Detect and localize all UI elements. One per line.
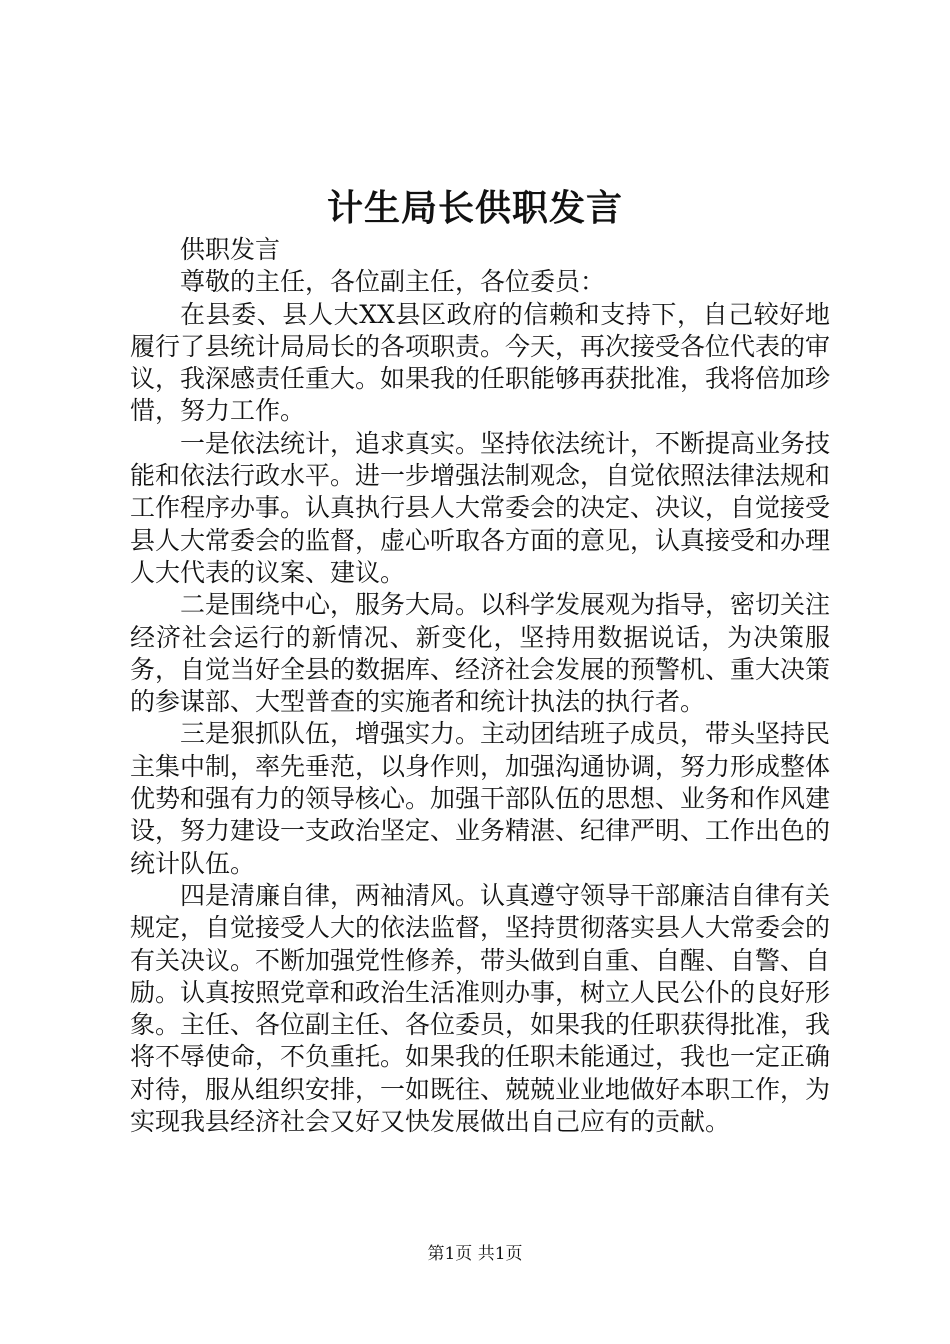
paragraph-heading: 供职发言 bbox=[180, 235, 281, 264]
paragraph-salutation: 尊敬的主任，各位副主任，各位委员： bbox=[180, 267, 606, 297]
paragraph-intro: 在县委、县人大XX县区政府的信赖和支持下，自己较好地履行了县统计局局长的各项职责。今天，再次接受各位代表的审议，我深感责任重大。如果我的任职能够再获批准，我将倍加珍惜，努力工作。 bbox=[130, 299, 831, 426]
page-number-footer: 第1页 共1页 bbox=[427, 1244, 523, 1264]
paragraph-point-one: 一是依法统计，追求真实。坚持依法统计，不断提高业务技能和依法行政水平。进一步增强法制观念，自觉依照法律法规和工作程序办事。认真执行县人大常委会的决定、决议，自觉接受县人大常委会的监督，虚心听取各方面的意见，认真接受和办理人大代表的议案、建议。 bbox=[130, 428, 831, 587]
paragraph-point-three: 三是狠抓队伍，增强实力。主动团结班子成员，带头坚持民主集中制，率先垂范，以身作则，加强沟通协调，努力形成整体优势和强有力的领导核心。加强干部队伍的思想、业务和作风建设，努力建设一支政治坚定、业务精湛、纪律严明、工作出色的统计队伍。 bbox=[130, 719, 831, 878]
paragraph-point-two: 二是围绕中心，服务大局。以科学发展观为指导，密切关注经济社会运行的新情况、新变化，坚持用数据说话，为决策服务，自觉当好全县的数据库、经济社会发展的预警机、重大决策的参谋部、大型普查的实施者和统计执法的执行者。 bbox=[130, 590, 831, 717]
document-body bbox=[130, 234, 830, 1138]
paragraph-point-four: 四是清廉自律，两袖清风。认真遵守领导干部廉洁自律有关规定，自觉接受人大的依法监督，坚持贯彻落实县人大常委会的有关决议。不断加强党性修养，带头做到自重、自醒、自警、自励。认真按照党章和政治生活准则办事，树立人民公仆的良好形象。主任、各位副主任、各位委员，如果我的任职获得批准，我将不辱使命，不负重托。如果我的任职未能通过，我也一定正确对待，服从组织安排，一如既往、兢兢业业地做好本职工作，为实现我县经济社会又好又快发展做出自己应有的贡献。 bbox=[130, 880, 831, 1137]
document-title: 计生局长供职发言 bbox=[326, 187, 623, 229]
